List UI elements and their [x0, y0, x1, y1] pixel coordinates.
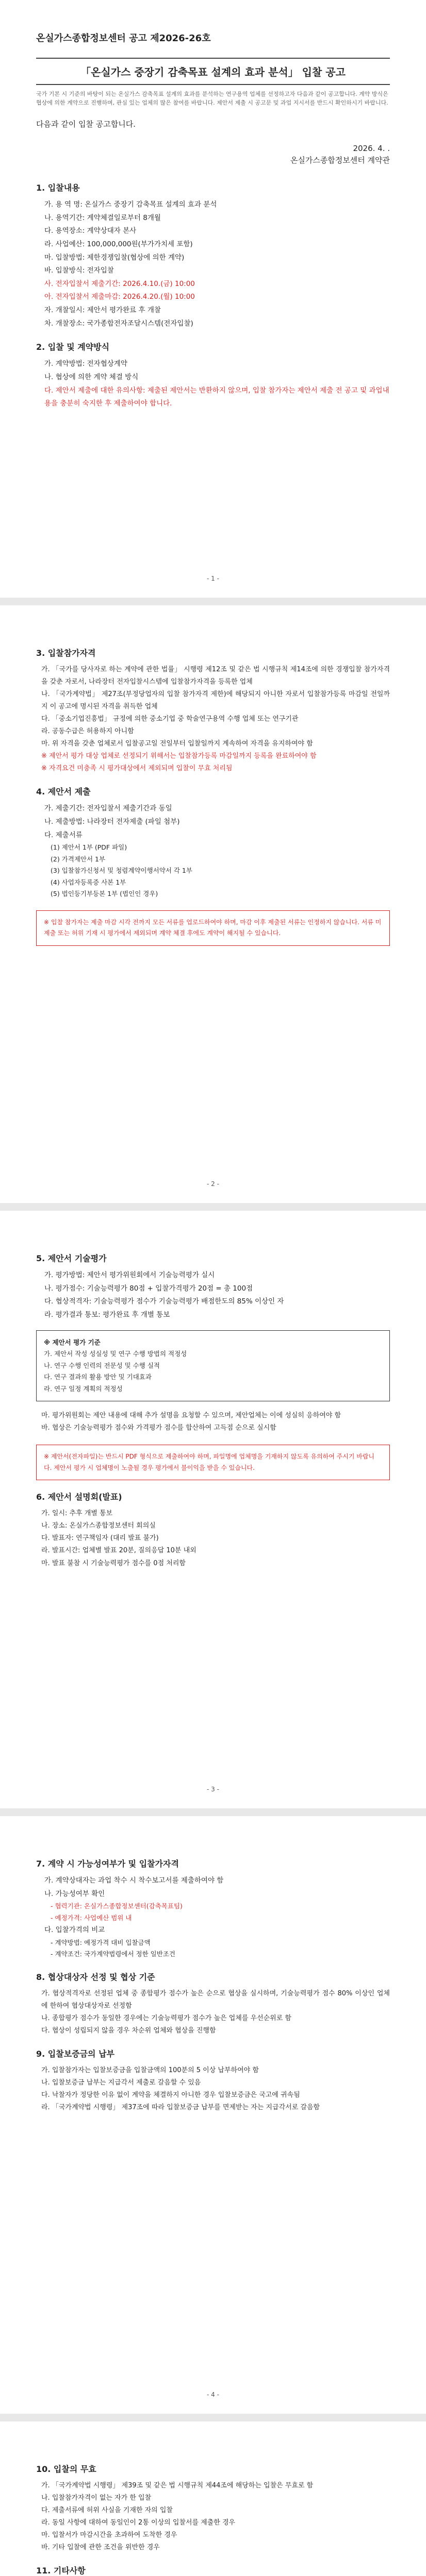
page-4: [0, 1816, 426, 2414]
list-item: 가. 계약상대자는 과업 착수 시 착수보고서를 제출하여야 함: [44, 1876, 224, 1885]
criteria-box-title: ※ 제안서 평가 기준: [44, 1338, 101, 1346]
list-item: 차. 개찰장소: 국가종합전자조달시스템(전자입찰): [44, 319, 193, 328]
lead-text: 다음과 같이 입찰 공고합니다.: [36, 120, 136, 129]
paragraph: 마. 발표 불참 시 기술능력평가 점수를 0점 처리함: [41, 1559, 186, 1567]
section-heading: 2. 입찰 및 계약방식: [36, 342, 110, 352]
section-heading: 9. 입찰보증금의 납부: [36, 2049, 114, 2059]
paragraph: 나. 입찰참가자격이 없는 자가 한 입찰: [41, 2494, 152, 2502]
list-item: 마. 입찰방법: 제한경쟁입찰(협상에 의한 계약): [44, 253, 185, 262]
list-item: 가. 계약방법: 전자협상계약: [44, 360, 127, 368]
paragraph: 가. 협상적격자로 선정된 업체 중 종합평가 점수가 높은 순으로 협상을 실시하며, 기술능력평가 점수 80% 이상인 업체에 한하여 협상대상자로 선정함: [41, 1989, 390, 2010]
paragraph: 다. 「중소기업진흥법」 규정에 의한 중소기업 중 학술연구용역 수행 업체 또는 연구기관: [41, 715, 299, 723]
paragraph: 마. 평가위원회는 제안 내용에 대해 추가 설명을 요청할 수 있으며, 제안업체는 이에 성실히 응하여야 함: [41, 1412, 341, 1420]
list-item: 가. 용 역 명: 온실가스 중장기 감축목표 설계의 효과 분석: [44, 200, 217, 209]
paragraph: 라. 공동수급은 허용하지 아니함: [41, 727, 134, 736]
sub-item: (4) 사업자등록증 사본 1부: [51, 878, 126, 886]
list-item: 바. 입찰방식: 전자입찰: [44, 266, 114, 275]
list-item: 다. 제출서류: [44, 831, 83, 839]
notice-org: 온실가스종합정보센터 계약관: [290, 155, 390, 165]
paragraph: 가. 입찰참가자는 입찰보증금을 입찰금액의 100분의 5 이상 납부하여야 함: [41, 2066, 259, 2075]
list-item: 나. 평가점수: 기술능력평가 80점 + 입찰가격평가 20점 = 총 100점: [44, 1284, 253, 1293]
paragraph: 바. 기타 입찰에 관한 조건을 위반한 경우: [41, 2544, 160, 2552]
intro-text: 국가 기본 시 기준의 바탕이 되는 온실가스 감축목표 설계의 효과를 분석하는 연구용역 업체를 선정하고자 다음과 같이 공고합니다. 계약 방식은 협상에 의한 계약으로 진행하며, 관심 있는 업체의 많은 참여를 바랍니다. 제안서 제출 시 공고문 및 과업 지시서를 반드시 확인하시기 바랍니다.: [36, 91, 388, 106]
paragraph: 다. 협상이 성립되지 않을 경우 차순위 업체와 협상을 진행함: [41, 2027, 216, 2035]
notice-title: 「온실가스 중장기 감축목표 설계의 효과 분석」 입찰 공고: [36, 58, 390, 85]
paragraph: 가. 「국가계약법 시행령」 제39조 및 같은 법 시행규칙 제44조에 해당하는 입찰은 무효로 함: [41, 2482, 314, 2489]
notice-number: 온실가스종합정보센터 공고 제2026-26호: [36, 33, 211, 44]
sub-item: - 계약방법: 예정가격 대비 입찰금액: [51, 1938, 151, 1946]
page-number: - 4 -: [207, 2391, 219, 2398]
list-item: 라. 사업예산: 100,000,000원(부가가치세 포함): [44, 240, 193, 248]
highlight-item: - 예정가격: 사업예산 범위 내: [51, 1913, 132, 1922]
list-item: 가. 제출기간: 전자입찰서 제출기간과 동일: [44, 804, 172, 813]
page-3: [0, 1211, 426, 1808]
paragraph: 마. 위 자격을 갖춘 업체로서 입찰공고일 전일부터 입찰일까지 계속하여 자격을 유지하여야 함: [41, 740, 313, 748]
criteria-row: 나. 연구 수행 인력의 전문성 및 수행 실적: [44, 1361, 160, 1369]
highlight-item: ※ 자격요건 미충족 시 평가대상에서 제외되며 입찰이 무효 처리됨: [41, 765, 233, 773]
criteria-row: 라. 연구 일정 계획의 적정성: [44, 1384, 123, 1393]
list-item: 라. 평가결과 통보: 평가완료 후 개별 통보: [44, 1310, 170, 1319]
list-item: 다. 협상적격자: 기술능력평가 점수가 기술능력평가 배점한도의 85% 이상인 자: [44, 1297, 284, 1306]
list-item: 나. 가능성여부 확인: [44, 1889, 105, 1898]
sub-item: - 계약조건: 국가계약법령에서 정한 일반조건: [51, 1950, 175, 1958]
list-item: 나. 제출방법: 나라장터 전자제출 (파일 첨부): [44, 818, 180, 826]
paragraph: 다. 낙찰자가 정당한 이유 없이 계약을 체결하지 아니한 경우 입찰보증금은 국고에 귀속됨: [41, 2091, 300, 2099]
warning-box: ※ 제안서(전자파일)는 반드시 PDF 형식으로 제출하여야 하며, 파일명에 업체명을 기재하지 않도록 유의하여 주시기 바랍니다. 제안서 평가 시 업체명이 노출될 경우 평가에서 불이익을 받을 수 있습니다.: [36, 1445, 390, 1480]
sub-item: (5) 법인등기부등본 1부 (법인인 경우): [51, 890, 158, 898]
section-heading: 1. 입찰내용: [36, 183, 80, 193]
sub-item: (2) 가격제안서 1부: [51, 855, 106, 863]
list-item: 나. 용역기간: 계약체결일로부터 8개월: [44, 213, 161, 222]
section-heading: 11. 기타사항: [36, 2566, 86, 2576]
highlight-item: ※ 제안서 평가 대상 업체로 선정되기 위해서는 입찰참가등록 마감일까지 등록을 완료하여야 함: [41, 752, 317, 760]
page-number: - 1 -: [207, 575, 219, 582]
list-item: 나. 협상에 의한 계약 체결 방식: [44, 373, 139, 382]
paragraph: 나. 입찰보증금 납부는 지급각서 제출로 갈음할 수 있음: [41, 2079, 201, 2087]
list-item: 다. 용역장소: 계약상대자 본사: [44, 227, 137, 235]
sub-item: (3) 입찰참가신청서 및 청렴계약이행서약서 각 1부: [51, 867, 192, 875]
criteria-box: [36, 1330, 390, 1402]
list-item: 다. 입찰가격의 비교: [44, 1926, 105, 1935]
paragraph: 바. 협상은 기술능력평가 점수와 가격평가 점수를 합산하여 고득점 순으로 실시함: [41, 1424, 276, 1432]
paragraph: 가. 일시: 추후 개별 통보: [41, 1510, 113, 1518]
paragraph: 라. 발표시간: 업체별 발표 20분, 질의응답 10분 내외: [41, 1547, 196, 1555]
section-heading: 7. 계약 시 가능성여부가 및 입찰가자격: [36, 1859, 179, 1869]
warning-box: ※ 입찰 참가자는 제출 마감 시각 전까지 모든 서류를 업로드하여야 하며, 마감 이후 제출된 서류는 인정하지 않습니다. 서류 미제출 또는 허위 기재 시 평가에서 제외되며 계약 체결 후에도 계약이 해지될 수 있습니다.: [36, 910, 390, 946]
paragraph: 라. 「국가계약법 시행령」 제37조에 따라 입찰보증금 납부를 면제받는 자는 지급각서로 갈음함: [41, 2104, 320, 2112]
highlight-item: - 협력기관: 온실가스종합정보센터(감축목표팀): [51, 1902, 183, 1910]
sub-item: (1) 제안서 1부 (PDF 파일): [51, 843, 127, 852]
paragraph: 나. 장소: 온실가스종합정보센터 회의실: [41, 1522, 156, 1530]
section-heading: 5. 제안서 기술평가: [36, 1253, 107, 1263]
page-2: [0, 605, 426, 1203]
paragraph: 라. 동일 사항에 대하여 동일인이 2통 이상의 입찰서를 제출한 경우: [41, 2519, 236, 2527]
paragraph: 나. 종합평가 점수가 동일한 경우에는 기술능력평가 점수가 높은 업체를 우선순위로 함: [41, 2014, 291, 2023]
paragraph: 마. 입찰서가 마감시간을 초과하여 도착한 경우: [41, 2531, 177, 2539]
page-number: - 2 -: [207, 1180, 219, 1188]
criteria-row: 다. 연구 결과의 활용 방안 및 기대효과: [44, 1373, 152, 1381]
highlight-item: 아. 전자입찰서 제출마감: 2026.4.20.(월) 10:00: [44, 293, 195, 301]
list-item: 가. 평가방법: 제안서 평가위원회에서 기술능력평가 실시: [44, 1271, 215, 1279]
section-heading: 8. 협상대상자 선정 및 협상 기준: [36, 1972, 155, 1982]
page-1: [0, 0, 426, 598]
section-heading: 4. 제안서 제출: [36, 787, 91, 797]
paragraph: 나. 「국가계약법」 제27조(부정당업자의 입찰 참가자격 제한)에 해당되지 아니한 자로서 입찰참가등록 마감일 전일까지 이 공고에 명시된 자격을 취득한 업체: [41, 690, 390, 711]
section-heading: 6. 제안서 설명회(발표): [36, 1492, 122, 1502]
highlight-item: 사. 전자입찰서 제출기간: 2026.4.10.(금) 10:00: [44, 279, 195, 288]
section-heading: 10. 입찰의 무효: [36, 2464, 96, 2474]
paragraph: 가. 「국가를 당사자로 하는 계약에 관한 법률」 시행령 제12조 및 같은 법 시행규칙 제14조에 의한 경쟁입찰 참가자격을 갖춘 자로서, 나라장터 전자입찰시스템에 입찰참가자격을 등록한 업체: [41, 666, 390, 686]
list-item: 자. 개찰일시: 제안서 평가완료 후 개찰: [44, 306, 161, 315]
paragraph: 다. 발표자: 연구책임자 (대리 발표 불가): [41, 1534, 159, 1543]
highlight-note: 다. 제안서 제출에 대한 유의사항: 제출된 제안서는 반환하지 않으며, 입찰 참가자는 제안서 제출 전 공고 및 과업내용을 충분히 숙지한 후 제출하여야 합니다.: [44, 386, 389, 408]
page-5: [0, 2421, 426, 2576]
notice-date: 2026. 4. .: [353, 144, 390, 153]
paragraph: 다. 제출서류에 허위 사실을 기재한 자의 입찰: [41, 2506, 173, 2515]
page-number: - 3 -: [207, 1786, 219, 1793]
section-heading: 3. 입찰참가자격: [36, 648, 96, 658]
criteria-row: 가. 제안서 작성 성실성 및 연구 수행 방법의 적정성: [44, 1350, 187, 1358]
